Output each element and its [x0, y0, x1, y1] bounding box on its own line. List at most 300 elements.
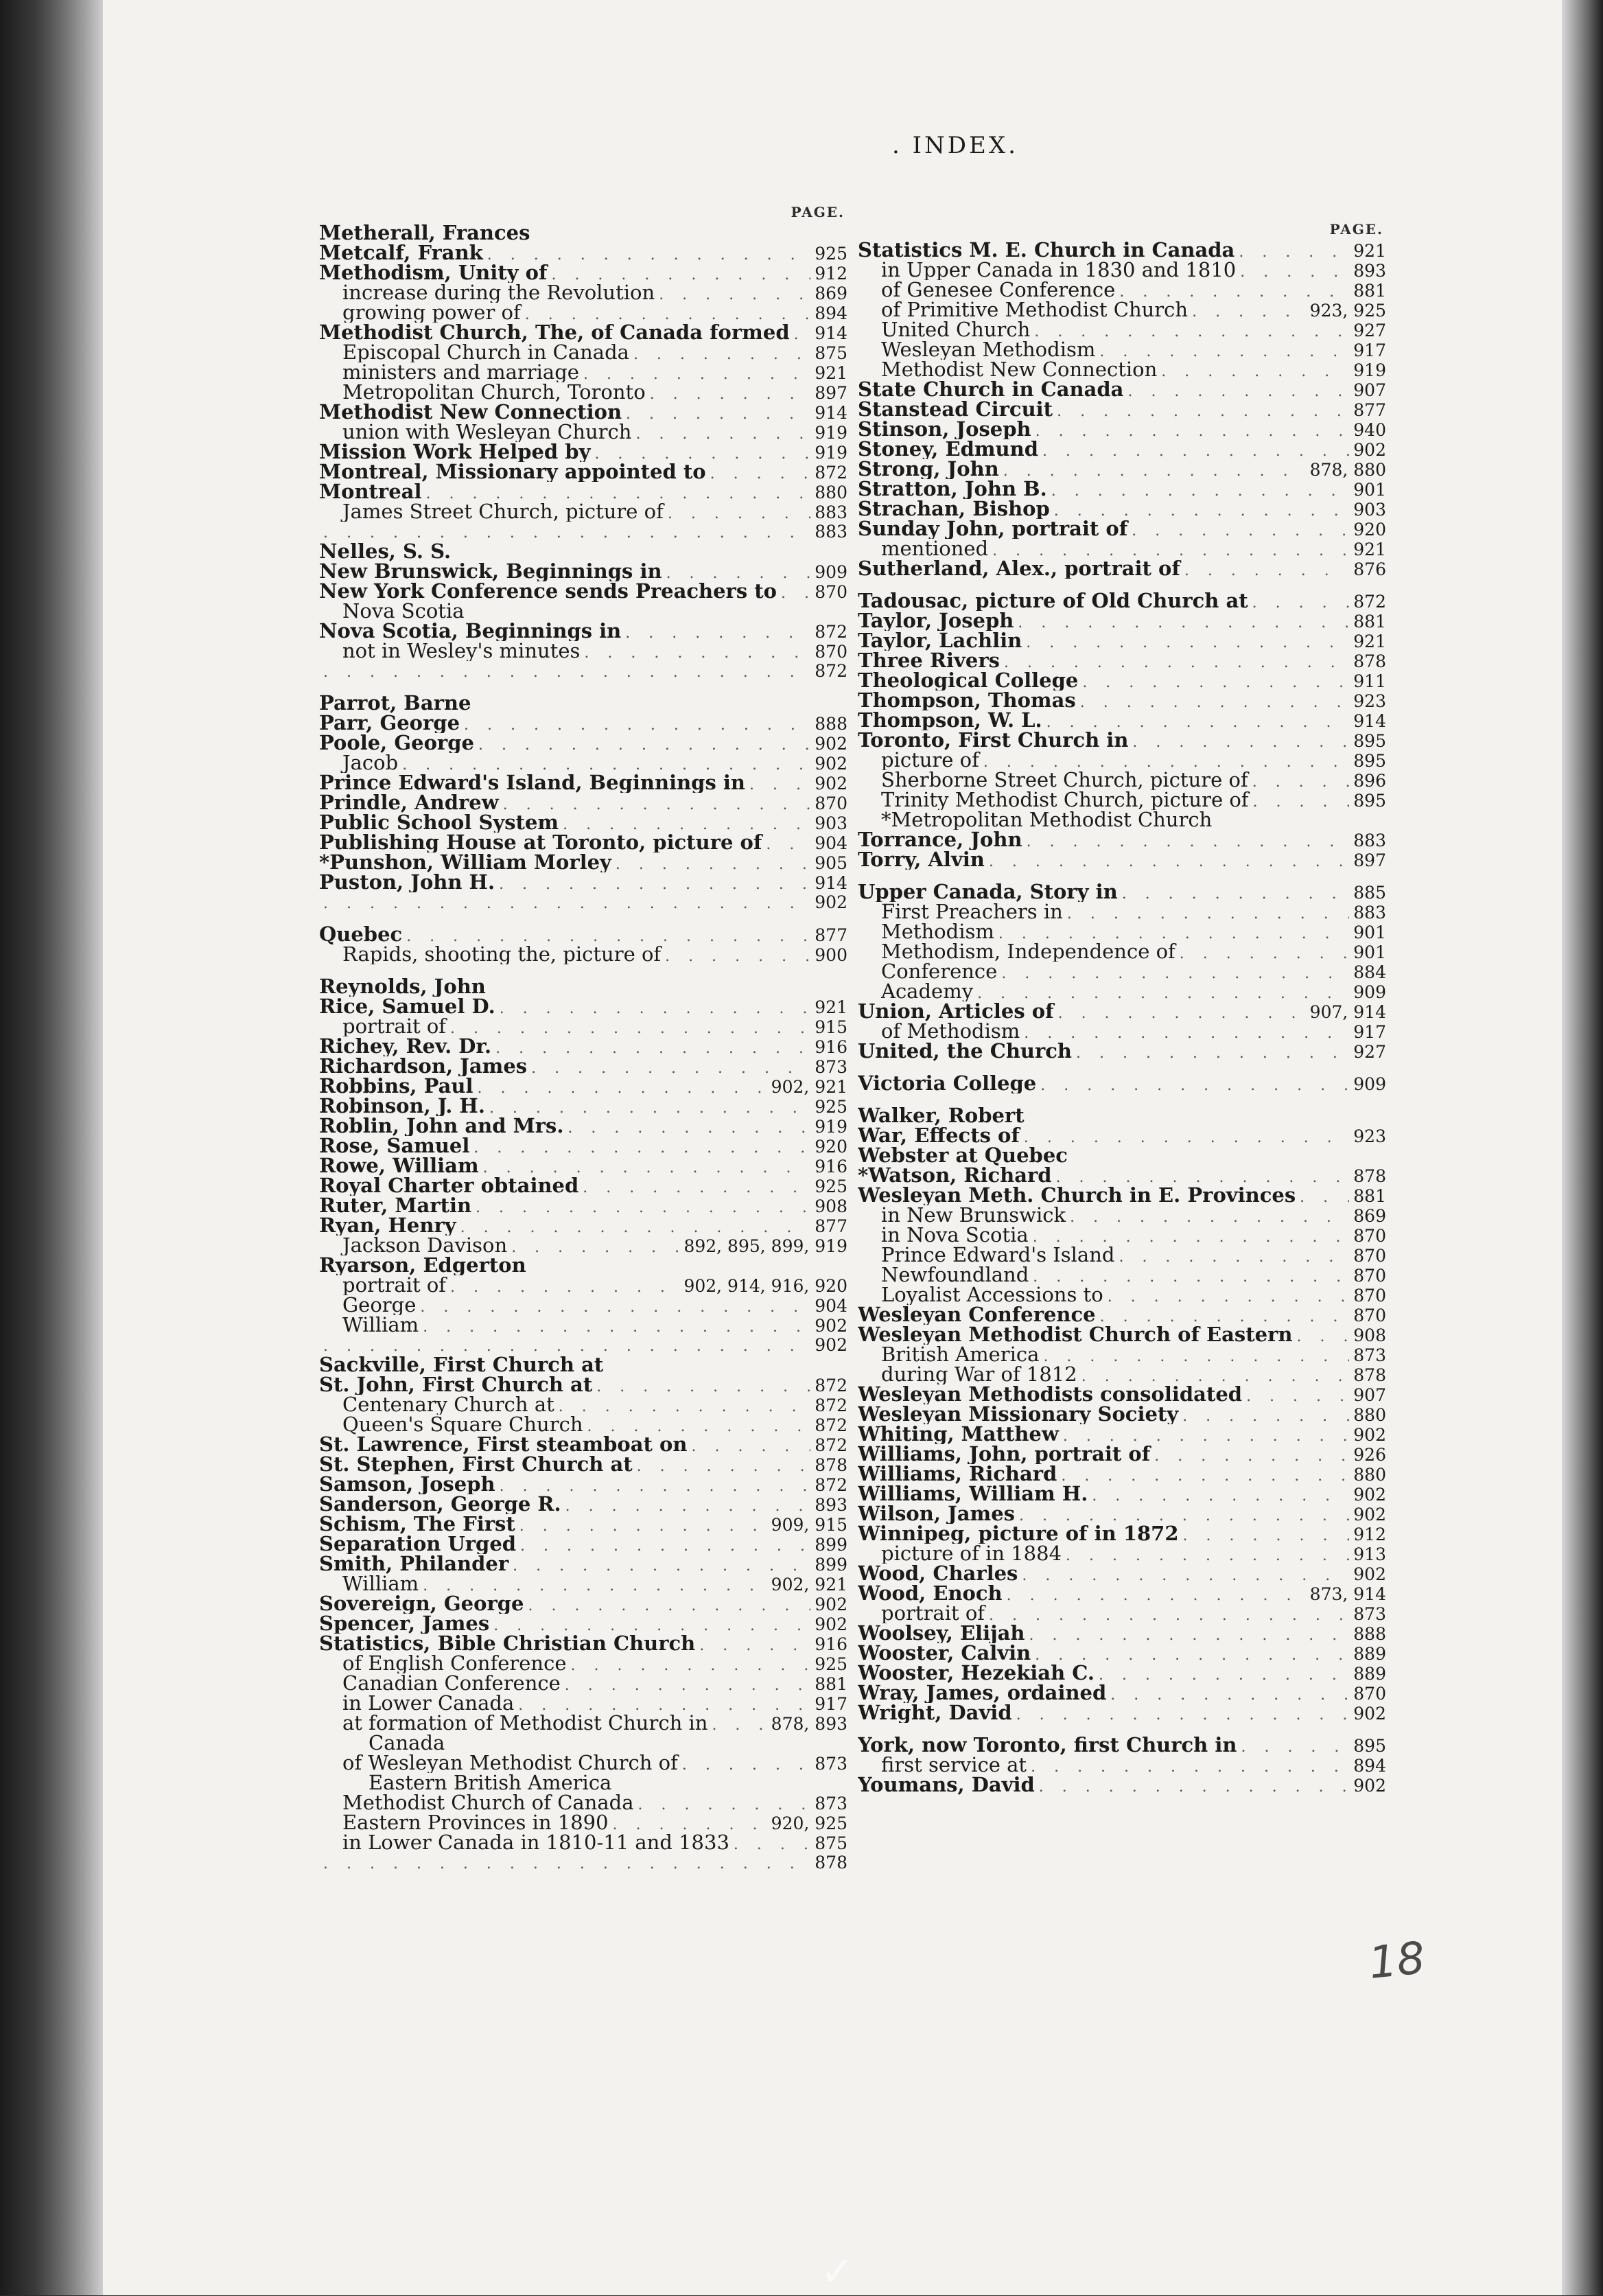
- index-entry-name: increase during the Revolution: [342, 283, 655, 303]
- index-entry: [319, 773, 847, 793]
- index-entry-pages: 919: [815, 443, 847, 462]
- index-entry-pages: 923: [1353, 1126, 1386, 1146]
- index-entry-name: Wesleyan Methodist Church of Eastern: [858, 1325, 1293, 1345]
- index-entry-name: Upper Canada, Story in: [858, 882, 1118, 902]
- dot-leader: [323, 1854, 810, 1872]
- index-entry-name: Publishing House at Toronto, picture of: [319, 833, 762, 853]
- index-entry: [319, 733, 847, 753]
- dot-leader: [323, 662, 810, 681]
- index-entry: [319, 1773, 847, 1793]
- dot-leader: [483, 1158, 811, 1176]
- index-entry: [319, 1594, 847, 1614]
- index-entry-name: United Church: [881, 320, 1031, 340]
- index-entry-pages: 917: [815, 1694, 847, 1713]
- dot-leader: [528, 1596, 810, 1614]
- dot-leader: [1024, 1023, 1349, 1041]
- index-entry: [319, 601, 847, 621]
- index-entry-name: Sherborne Street Church, picture of: [881, 770, 1248, 790]
- index-entry: [319, 1654, 847, 1673]
- index-entry-pages: 903: [815, 813, 847, 833]
- index-entry: [319, 813, 847, 833]
- dot-leader: [519, 1516, 767, 1534]
- index-entry-name: Webster at Quebec: [858, 1146, 1068, 1166]
- dot-leader: [989, 1605, 1349, 1623]
- index-entry: [858, 1524, 1386, 1544]
- index-entry: [319, 1036, 847, 1056]
- index-entry: [319, 1813, 847, 1833]
- dot-leader: [983, 752, 1349, 770]
- index-entry-name: of English Conference: [342, 1654, 567, 1673]
- index-entry: [858, 1484, 1386, 1504]
- index-entry-pages: 873: [815, 1754, 847, 1773]
- index-entry-name: Public School System: [319, 813, 559, 833]
- index-entry: [858, 519, 1386, 539]
- index-entry-pages: 902: [815, 1316, 847, 1335]
- dot-leader: [1027, 832, 1350, 850]
- index-entry-name: Richey, Rev. Dr.: [319, 1036, 492, 1056]
- dot-leader: [1056, 1168, 1350, 1185]
- index-entry: [319, 853, 847, 872]
- index-entry: [858, 360, 1386, 380]
- index-entry: [858, 1205, 1386, 1225]
- dot-leader: [499, 874, 810, 892]
- index-entry: [858, 1683, 1386, 1703]
- index-entry-name: St. Lawrence, First steamboat on: [319, 1435, 688, 1454]
- dot-leader: [1007, 1586, 1306, 1603]
- dot-leader: [520, 1536, 810, 1554]
- dot-leader: [493, 1616, 810, 1634]
- dot-leader: [1063, 1426, 1349, 1444]
- index-entry-pages: 873, 914: [1309, 1584, 1386, 1603]
- index-entry: [319, 1196, 847, 1216]
- index-entry: [319, 1295, 847, 1315]
- index-entry-pages: 919: [815, 1117, 847, 1136]
- index-entry-name: Separation Urged: [319, 1534, 517, 1554]
- index-entry-name: Wooster, Hezekiah C.: [858, 1663, 1095, 1683]
- index-entry: [858, 691, 1386, 710]
- index-entry-name: Schism, The First: [319, 1514, 515, 1534]
- index-entry: [858, 419, 1386, 439]
- dot-leader: [1054, 501, 1350, 519]
- index-entry-name: William: [342, 1574, 419, 1594]
- index-entry: [319, 462, 847, 482]
- index-entry: [858, 1404, 1386, 1424]
- index-entry-pages: 913: [1353, 1544, 1386, 1564]
- index-entry-pages: 875: [815, 343, 847, 362]
- index-entry: [319, 1216, 847, 1236]
- index-entry: [858, 1185, 1386, 1205]
- index-entry-name: Spencer, James: [319, 1614, 490, 1634]
- index-entry: [319, 713, 847, 733]
- dot-leader: [1076, 1043, 1349, 1061]
- index-entry: [319, 1435, 847, 1454]
- index-entry-pages: 878: [1353, 1365, 1386, 1384]
- index-entry-name: Eastern British America: [368, 1773, 612, 1793]
- index-entry-name: Parr, George: [319, 713, 460, 733]
- index-entry-name: Loyalist Accessions to: [881, 1285, 1103, 1305]
- index-entry: [858, 1584, 1386, 1603]
- index-entry: [858, 1041, 1386, 1061]
- index-entry: [319, 997, 847, 1017]
- index-entry-name: Metropolitan Church, Toronto: [342, 382, 646, 402]
- index-entry-name: in New Brunswick: [881, 1205, 1066, 1225]
- index-entry-name: Wesleyan Meth. Church in E. Provinces: [858, 1185, 1296, 1205]
- dot-leader: [450, 1019, 810, 1036]
- dot-leader: [1252, 772, 1350, 790]
- index-entry-pages: 925: [815, 1097, 847, 1116]
- index-entry-name: Methodism: [881, 922, 994, 942]
- index-entry: [858, 479, 1386, 499]
- index-entry-pages: 921: [1353, 241, 1386, 260]
- index-entry: [858, 1755, 1386, 1775]
- index-entry-name: British America: [881, 1345, 1040, 1365]
- index-entry-name: Sackville, First Church at: [319, 1355, 604, 1375]
- index-entry: [319, 442, 847, 462]
- dot-leader: [1300, 1187, 1349, 1205]
- index-entry-pages: 909: [815, 562, 847, 581]
- index-entry-pages: 917: [1353, 1022, 1386, 1041]
- index-entry-pages: 901: [1353, 923, 1386, 942]
- index-entry: [858, 1225, 1386, 1245]
- index-entry: [319, 1096, 847, 1116]
- dot-leader: [1061, 1466, 1349, 1484]
- index-entry-pages: 895: [1353, 751, 1386, 770]
- index-entry-name: Wesleyan Conference: [858, 1305, 1096, 1325]
- index-entry: [319, 303, 847, 323]
- index-entry: [319, 1415, 847, 1435]
- dot-leader: [691, 1437, 810, 1454]
- index-entry-name: Walker, Robert: [858, 1106, 1025, 1126]
- index-entry: [319, 641, 847, 661]
- index-entry-pages: 916: [815, 1634, 847, 1654]
- dot-leader: [668, 504, 810, 522]
- index-entry-name: Stratton, John B.: [858, 479, 1047, 499]
- dot-leader: [1033, 1267, 1349, 1285]
- index-entry: [858, 1504, 1386, 1524]
- dot-leader: [1296, 1327, 1349, 1345]
- index-entry-pages: 902: [1353, 1564, 1386, 1584]
- index-entry-pages: 896: [1353, 771, 1386, 790]
- index-entry: [858, 1001, 1386, 1021]
- index-entry-pages: 873: [815, 1794, 847, 1813]
- index-entry: [319, 243, 847, 263]
- index-entry-pages: 914: [815, 403, 847, 422]
- index-entry: [858, 499, 1386, 519]
- dot-leader: [1122, 884, 1350, 902]
- index-entry-name: portrait of: [342, 1275, 447, 1295]
- index-entry-pages: 870: [815, 793, 847, 813]
- dot-leader: [1034, 322, 1349, 340]
- index-entry: [858, 459, 1386, 479]
- index-entry-name: Williams, William H.: [858, 1484, 1088, 1504]
- index-entry-name: Rowe, William: [319, 1156, 479, 1176]
- dot-leader: [794, 325, 811, 343]
- index-entry: [858, 1384, 1386, 1404]
- index-entry-pages: 877: [815, 925, 847, 944]
- dot-leader: [1081, 1367, 1350, 1384]
- index-entry-pages: 919: [815, 423, 847, 442]
- index-entry-pages: 902: [815, 892, 847, 912]
- index-entry-name: Canada: [368, 1733, 445, 1753]
- index-entry-name: Strong, John: [858, 459, 999, 479]
- dot-leader: [423, 1317, 810, 1335]
- index-entry: [858, 1775, 1386, 1795]
- index-entry-pages: 878, 880: [1309, 460, 1386, 479]
- index-entry-pages: 921: [815, 363, 847, 382]
- index-entry-pages: 877: [1353, 400, 1386, 419]
- index-entry-pages: 901: [1353, 942, 1386, 962]
- index-entry-name: War, Effects of: [858, 1126, 1020, 1146]
- index-entry: [858, 1074, 1386, 1093]
- index-entry-name: Episcopal Church in Canada: [342, 343, 629, 362]
- dot-leader: [503, 795, 811, 813]
- page-column-label: PAGE.: [791, 204, 845, 220]
- index-entry-pages: 883: [815, 502, 847, 522]
- index-entry: [319, 1514, 847, 1534]
- dot-leader: [584, 643, 810, 661]
- dot-leader: [1099, 342, 1349, 360]
- index-entry-pages: 902: [1353, 1425, 1386, 1444]
- index-entry: [319, 1355, 847, 1375]
- index-entry-name: *Metropolitan Methodist Church: [881, 810, 1213, 830]
- index-entry-name: during War of 1812: [881, 1365, 1077, 1384]
- index-entry: [319, 977, 847, 997]
- dot-leader: [638, 1795, 811, 1813]
- dot-leader: [734, 1835, 810, 1853]
- index-entry-pages: 926: [1353, 1445, 1386, 1464]
- index-entry: [319, 1693, 847, 1713]
- dot-leader: [626, 404, 810, 422]
- dot-leader: [406, 927, 810, 944]
- index-column-left: [319, 202, 847, 1872]
- index-entry: [858, 280, 1386, 300]
- index-entry-name: First Preachers in: [881, 902, 1063, 922]
- index-entry: [858, 591, 1386, 611]
- dot-leader: [500, 999, 811, 1017]
- dot-leader: [1019, 1506, 1349, 1524]
- index-entry-name: Methodism, Independence of: [881, 942, 1175, 962]
- dot-leader: [473, 1138, 810, 1156]
- index-entry-pages: 870: [1353, 1306, 1386, 1325]
- index-entry-name: St. Stephen, First Church at: [319, 1454, 633, 1474]
- index-entry-pages: 880: [815, 483, 847, 502]
- dot-leader: [531, 1058, 810, 1076]
- index-entry-pages: 870: [815, 582, 847, 601]
- index-entry-name: first service at: [881, 1755, 1027, 1775]
- index-entry: [858, 399, 1386, 419]
- index-entry-name: Thompson, W. L.: [858, 710, 1042, 730]
- index-entry-pages: 870: [1353, 1266, 1386, 1285]
- index-entry-pages: 872: [1353, 592, 1386, 611]
- index-entry: [319, 872, 847, 892]
- dot-leader: [1001, 964, 1349, 982]
- dot-leader: [659, 285, 810, 303]
- dot-leader: [998, 924, 1349, 942]
- index-entry-pages: 883: [815, 522, 847, 542]
- index-entry-name: ministers and marriage: [342, 362, 579, 382]
- index-entry-name: Metherall, Frances: [319, 223, 530, 243]
- index-entry: [319, 1056, 847, 1076]
- dot-leader: [1031, 1757, 1349, 1775]
- index-entry-pages: 901: [1353, 480, 1386, 499]
- dot-leader: [1132, 521, 1349, 539]
- index-entry-pages: 904: [815, 833, 847, 853]
- index-entry: [858, 710, 1386, 730]
- index-entry-pages: 895: [1353, 791, 1386, 810]
- index-entry-pages: 908: [815, 1196, 847, 1216]
- index-entry: [319, 223, 847, 243]
- index-entry: [319, 1474, 847, 1494]
- dot-leader: [420, 1297, 810, 1315]
- index-entry-name: Statistics, Bible Christian Church: [319, 1634, 696, 1654]
- scan-binding-edge: [0, 0, 103, 2295]
- index-entry-name: Taylor, Lachlin: [858, 631, 1022, 651]
- index-entry-pages: 872: [815, 1475, 847, 1494]
- index-entry-name: Winnipeg, picture of in 1872: [858, 1524, 1179, 1544]
- index-entry-name: Wesleyan Methodism: [881, 340, 1096, 360]
- index-entry-pages: 915: [815, 1017, 847, 1036]
- index-entry-name: Williams, John, portrait of: [858, 1444, 1151, 1464]
- index-entry-pages: 902: [1353, 440, 1386, 459]
- index-entry: [858, 380, 1386, 399]
- index-entry: [858, 300, 1386, 320]
- dot-leader: [1035, 421, 1350, 439]
- index-entry: [858, 340, 1386, 360]
- index-entry-pages: 916: [815, 1157, 847, 1176]
- index-entry-name: Wright, David: [858, 1703, 1012, 1723]
- page-title: . INDEX.: [892, 132, 1018, 159]
- dot-leader: [712, 1715, 767, 1733]
- index-entry: [858, 1365, 1386, 1384]
- index-entry: [858, 240, 1386, 260]
- index-entry-pages: 872: [815, 1376, 847, 1395]
- dot-leader: [1240, 262, 1349, 280]
- dot-leader: [1026, 633, 1349, 651]
- index-entry: [319, 925, 847, 944]
- dot-leader: [1040, 1076, 1349, 1093]
- index-entry-pages: 923, 925: [1309, 301, 1386, 320]
- index-entry-name: Canadian Conference: [342, 1673, 561, 1693]
- dot-leader: [989, 852, 1349, 870]
- index-entry-pages: 940: [1353, 420, 1386, 439]
- dot-leader: [525, 305, 811, 323]
- index-entry-name: of Wesleyan Methodist Church of: [342, 1753, 678, 1773]
- index-entry-name: portrait of: [881, 1603, 985, 1623]
- index-entry-name: Victoria College: [858, 1074, 1037, 1093]
- index-entry-pages: 902: [815, 1614, 847, 1634]
- dot-leader: [635, 424, 810, 442]
- index-entry-pages: 903: [1353, 500, 1386, 519]
- dot-leader: [1046, 712, 1350, 730]
- index-entry-pages: 872: [815, 463, 847, 482]
- index-entry: [858, 1544, 1386, 1564]
- dot-leader: [1183, 1526, 1350, 1544]
- index-entry: [319, 1454, 847, 1474]
- dot-leader: [1024, 1128, 1349, 1146]
- index-entry-pages: 902, 921: [771, 1077, 847, 1096]
- index-entry: [858, 810, 1386, 830]
- dot-leader: [1239, 242, 1349, 260]
- index-entry-name: Woolsey, Elijah: [858, 1623, 1025, 1643]
- index-entry: [858, 1603, 1386, 1623]
- dot-leader: [1033, 1227, 1350, 1245]
- dot-leader: [587, 1417, 811, 1435]
- dot-leader: [1018, 613, 1349, 631]
- index-entry-name: portrait of: [342, 1017, 447, 1036]
- index-entry: [319, 1136, 847, 1156]
- index-entry: [319, 944, 847, 964]
- index-entry-pages: 872: [815, 1395, 847, 1415]
- index-entry-name: Three Rivers: [858, 651, 1000, 671]
- index-entry-name: in Lower Canada in 1810-11 and 1833: [342, 1833, 729, 1853]
- index-entry: [319, 1853, 847, 1872]
- index-entry-name: Jacob: [342, 753, 399, 773]
- index-entry-name: growing power of: [342, 303, 521, 323]
- dot-leader: [1042, 441, 1349, 459]
- index-entry: [858, 1703, 1386, 1723]
- index-entry-pages: 888: [1353, 1624, 1386, 1643]
- index-entry: [319, 402, 847, 422]
- dot-leader: [594, 444, 810, 462]
- index-entry: [858, 1245, 1386, 1265]
- index-entry-pages: 872: [815, 622, 847, 641]
- dot-leader: [583, 364, 810, 382]
- index-entry: [858, 982, 1386, 1001]
- index-entry-name: Reynolds, John: [319, 977, 486, 997]
- index-entry: [319, 482, 847, 502]
- index-entry: [319, 522, 847, 542]
- index-entry-name: *Watson, Richard: [858, 1166, 1052, 1185]
- index-entry-name: in Upper Canada in 1830 and 1810: [881, 260, 1237, 280]
- index-entry: [858, 1663, 1386, 1683]
- index-entry-pages: 904: [815, 1296, 847, 1315]
- index-entry-name: Prince Edward's Island: [881, 1245, 1115, 1265]
- index-entry-pages: 927: [1353, 1042, 1386, 1061]
- index-entry-pages: 902: [1353, 1776, 1386, 1795]
- index-entry-name: Montreal, Missionary appointed to: [319, 462, 706, 482]
- index-entry-pages: 881: [1353, 612, 1386, 631]
- dot-leader: [1127, 382, 1349, 399]
- index-entry: [858, 1564, 1386, 1584]
- dot-leader: [1082, 673, 1349, 691]
- index-entry-pages: 925: [815, 1654, 847, 1673]
- dot-leader: [1066, 1546, 1349, 1564]
- dot-leader: [1253, 792, 1350, 810]
- index-entry-name: Quebec: [319, 925, 403, 944]
- index-entry: [858, 631, 1386, 651]
- index-column-right: [858, 220, 1386, 1795]
- index-entry: [319, 1713, 847, 1733]
- index-entry-pages: 894: [815, 303, 847, 323]
- index-entry-pages: 894: [1353, 1756, 1386, 1775]
- dot-leader: [1119, 1247, 1349, 1265]
- index-entry: [858, 942, 1386, 962]
- index-entry-pages: 878: [1353, 1166, 1386, 1185]
- index-entry-name: Tadousac, picture of Old Church at: [858, 591, 1248, 611]
- index-entry-name: Wood, Enoch: [858, 1584, 1003, 1603]
- index-entry: [319, 661, 847, 681]
- index-entry-name: Stoney, Edmund: [858, 439, 1038, 459]
- index-entry: [858, 260, 1386, 280]
- index-entry-pages: 905: [815, 853, 847, 872]
- index-entry-pages: 888: [815, 714, 847, 733]
- index-entry-name: Ryan, Henry: [319, 1216, 456, 1236]
- index-entry-pages: 877: [815, 1216, 847, 1236]
- index-entry-name: Parrot, Barne: [319, 693, 471, 713]
- index-entry: [858, 1166, 1386, 1185]
- index-entry-name: New York Conference sends Preachers to: [319, 581, 777, 601]
- index-entry-name: Methodist Church, The, of Canada formed: [319, 323, 790, 343]
